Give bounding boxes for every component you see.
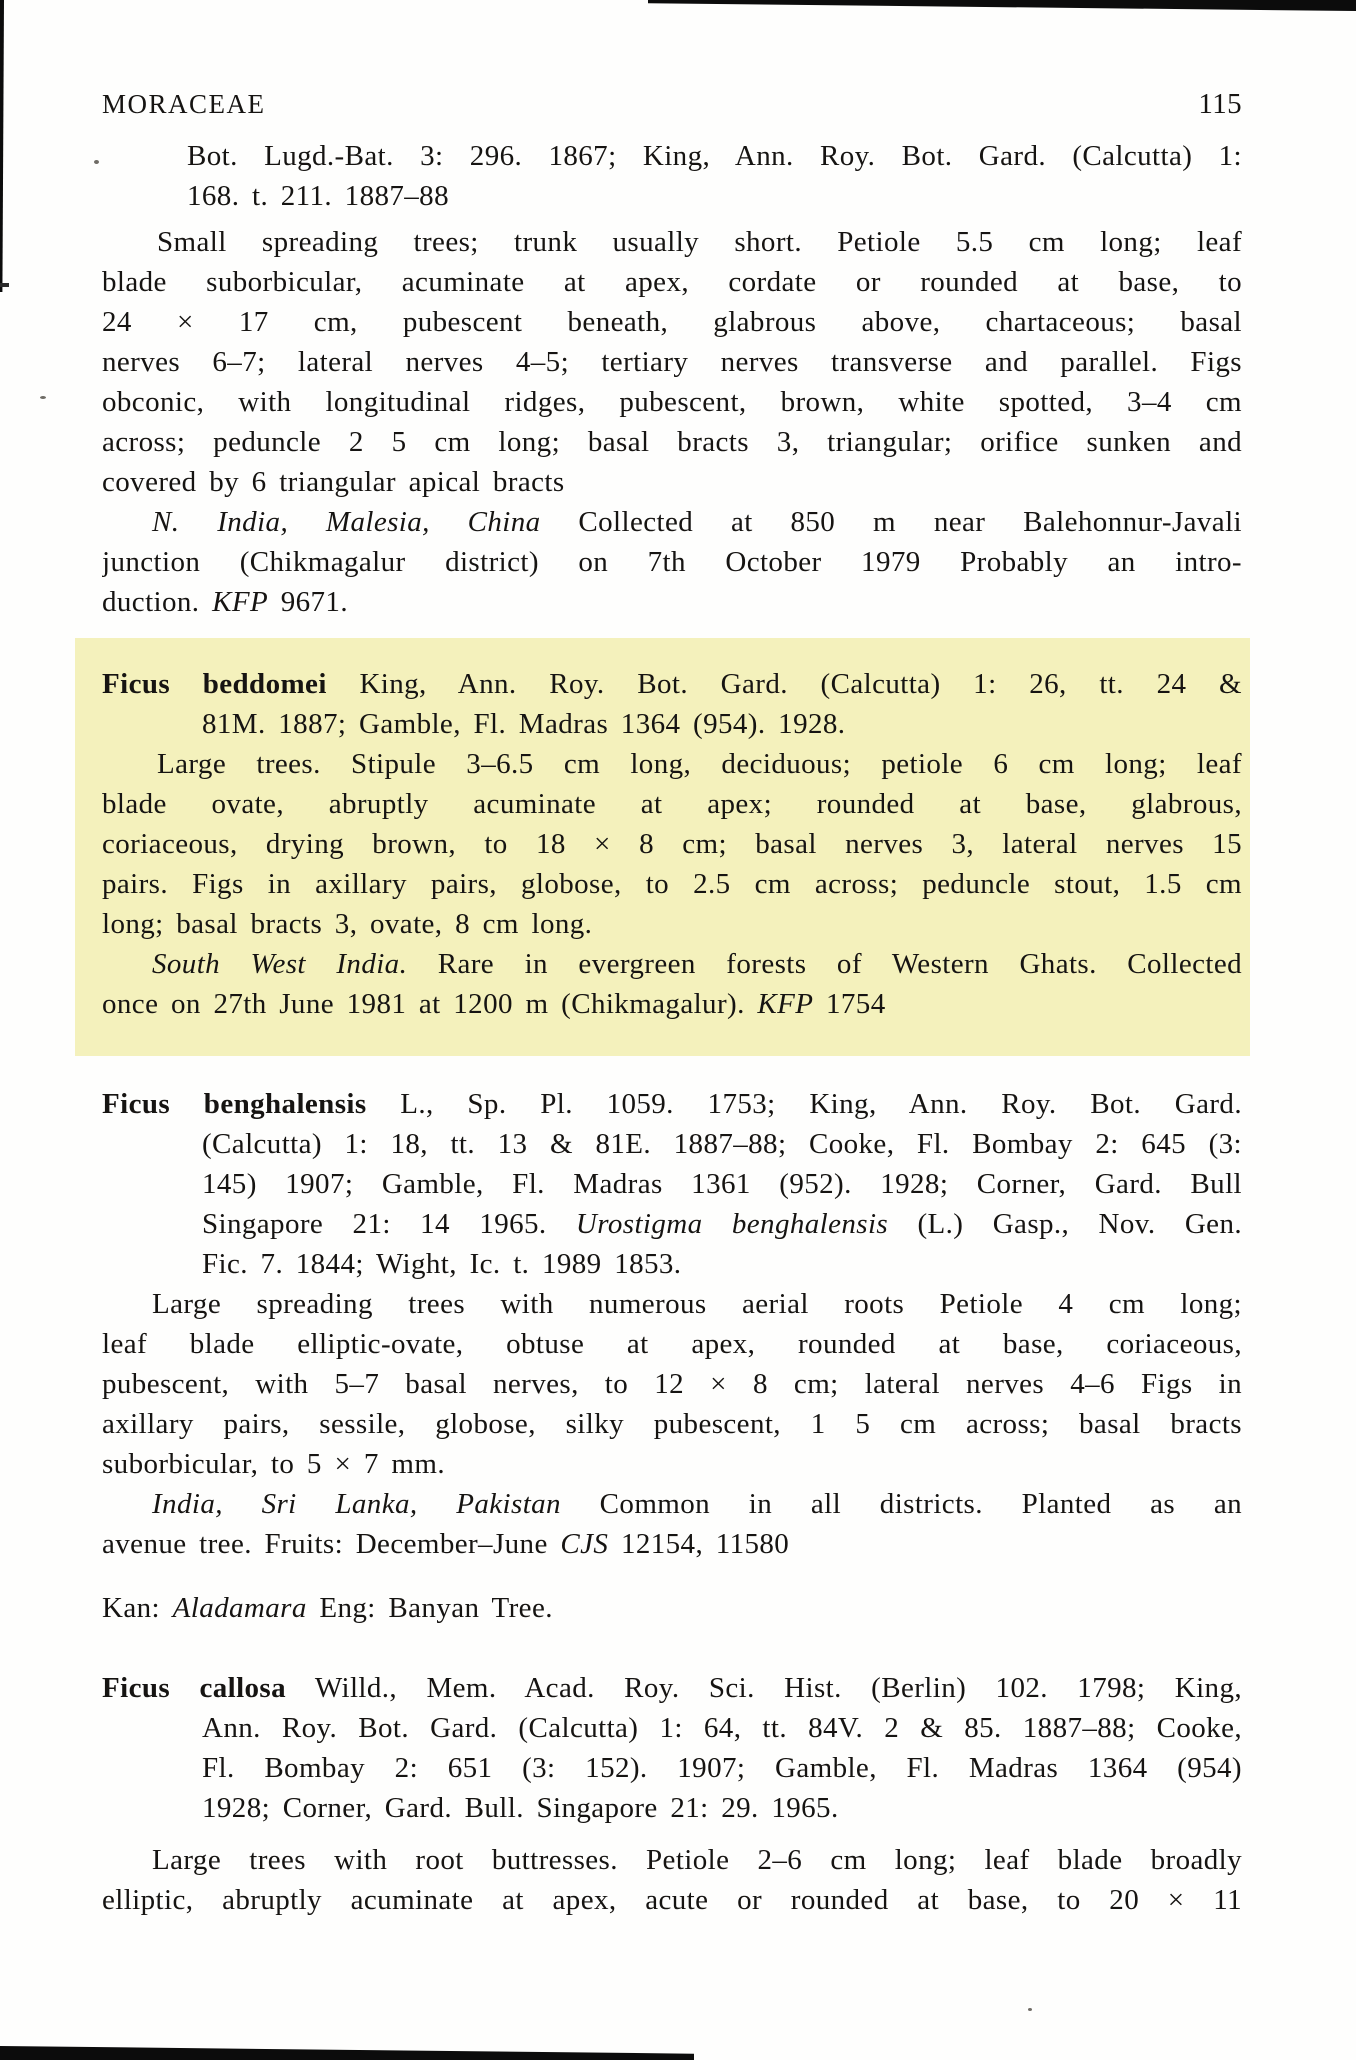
body-text: long; basal bracts 3, ovate, 8 cm long. [102, 908, 593, 940]
ficus-callosa-citation-line [102, 1668, 1242, 1708]
scan-speck [1028, 2008, 1032, 2011]
scan-artifact-left-tick [0, 283, 9, 287]
body-text: Small spreading trees; trunk usually short. Petiole 5.5 cm long; leaf [157, 226, 1242, 258]
ficus-benghalensis-distribution-line [102, 1484, 1242, 1524]
body-text: (L.) Gasp., Nov. Gen. [888, 1208, 1242, 1240]
ficus-beddomei-citation-line [102, 704, 1242, 744]
distribution-paragraph-line [102, 542, 1242, 582]
ficus-benghalensis-citation [102, 1084, 1242, 1284]
body-text: junction (Chikmagalur district) on 7th October 1979 Probably an intro- [102, 546, 1242, 578]
description-paragraph-line [102, 462, 1242, 502]
body-text: Eng: Banyan Tree. [306, 1592, 553, 1624]
body-text: nerves 6–7; lateral nerves 4–5; tertiary nerves transverse and parallel. Figs [102, 346, 1242, 378]
italic-text: N. India, Malesia, China [152, 506, 541, 538]
page-number: 115 [1198, 88, 1242, 120]
species-name: Ficus beddomei [102, 668, 327, 700]
ficus-benghalensis-distribution-line [102, 1524, 1242, 1564]
description-paragraph-line [102, 342, 1242, 382]
body-text: Fic. 7. 1844; Wight, Ic. t. 1989 1853. [202, 1248, 682, 1280]
family-name-header: MORACEAE [102, 89, 266, 119]
ficus-beddomei-description-line [102, 864, 1242, 904]
body-text: Kan: [102, 1592, 173, 1624]
vernacular-names [102, 1588, 1242, 1628]
body-text: L., Sp. Pl. 1059. 1753; King, Ann. Roy. Bot. Gard. [366, 1088, 1242, 1120]
body-text: Fl. Bombay 2: 651 (3: 152). 1907; Gamble, Fl. Madras 1364 (954) [202, 1752, 1242, 1784]
body-text: axillary pairs, sessile, globose, silky pubescent, 1 5 cm across; basal bracts [102, 1408, 1242, 1440]
ficus-benghalensis-description-line [102, 1444, 1242, 1484]
distribution-paragraph-line [102, 582, 1242, 622]
body-text: King, Ann. Roy. Bot. Gard. (Calcutta) 1: 26, tt. 24 & [326, 668, 1242, 700]
description-paragraph [102, 222, 1242, 502]
text-column [102, 84, 1242, 1920]
ficus-beddomei-citation [102, 664, 1242, 744]
scan-artifact-top-edge [648, 0, 1356, 11]
ficus-beddomei-description [102, 744, 1242, 944]
ficus-callosa-description-line [102, 1840, 1242, 1880]
body-text: (Calcutta) 1: 18, tt. 13 & 81E. 1887–88; Cooke, Fl. Bombay 2: 645 (3: [202, 1128, 1242, 1160]
body-text: once on 27th June 1981 at 1200 m (Chikmagalur). [102, 988, 758, 1020]
running-head [102, 84, 1242, 124]
body-text: Ann. Roy. Bot. Gard. (Calcutta) 1: 64, tt. 84V. 2 & 85. 1887–88; Cooke, [202, 1712, 1242, 1744]
body-text: Bot. Lugd.-Bat. 3: 296. 1867; King, Ann. Roy. Bot. Gard. (Calcutta) 1: [187, 140, 1242, 172]
ficus-beddomei-description-line [102, 744, 1242, 784]
ficus-benghalensis-description-line [102, 1404, 1242, 1444]
body-text: Collected at 850 m near Balehonnur-Javali [540, 506, 1242, 538]
body-text: Rare in evergreen forests of Western Ghats. Collected [407, 948, 1242, 980]
body-text: Large trees. Stipule 3–6.5 cm long, deciduous; petiole 6 cm long; leaf [157, 748, 1242, 780]
species-name: Ficus benghalensis [102, 1088, 367, 1120]
ficus-benghalensis-description-line [102, 1284, 1242, 1324]
description-paragraph-line [102, 302, 1242, 342]
italic-text: South West India. [152, 948, 408, 980]
ficus-benghalensis-citation-line [102, 1204, 1242, 1244]
body-text: Large trees with root buttresses. Petiole 2–6 cm long; leaf blade broadly [152, 1844, 1242, 1876]
body-text: across; peduncle 2 5 cm long; basal bracts 3, triangular; orifice sunken and [102, 426, 1242, 458]
ficus-beddomei-description-line [102, 824, 1242, 864]
ficus-benghalensis-description-line [102, 1364, 1242, 1404]
description-paragraph-line [102, 382, 1242, 422]
italic-text: Urostigma benghalensis [575, 1208, 889, 1240]
italic-text: KFP [212, 586, 269, 618]
ficus-beddomei-description-line [102, 904, 1242, 944]
body-text: 9671. [268, 586, 348, 618]
body-text: 1928; Corner, Gard. Bull. Singapore 21: 29. 1965. [202, 1792, 839, 1824]
ficus-callosa-citation-line [102, 1708, 1242, 1748]
body-text: blade ovate, abruptly acuminate at apex; rounded at base, glabrous, [102, 788, 1242, 820]
body-text: pairs. Figs in axillary pairs, globose, to 2.5 cm across; peduncle stout, 1.5 cm [102, 868, 1242, 900]
body-text: Common in all districts. Planted as an [560, 1488, 1242, 1520]
body-text: 145) 1907; Gamble, Fl. Madras 1361 (952). 1928; Corner, Gard. Bull [202, 1168, 1242, 1200]
ficus-callosa-citation-line [102, 1788, 1242, 1828]
ficus-beddomei-distribution [102, 944, 1242, 1024]
distribution-paragraph [102, 502, 1242, 622]
ficus-callosa-description-line [102, 1880, 1242, 1920]
ficus-benghalensis-description-line [102, 1324, 1242, 1364]
species-name: Ficus callosa [102, 1672, 287, 1704]
ficus-beddomei-description-line [102, 784, 1242, 824]
highlighted-entry-ficus-beddomei [75, 638, 1250, 1056]
page-body-text [102, 136, 1242, 1920]
ficus-beddomei-citation-line [102, 664, 1242, 704]
body-text: 24 × 17 cm, pubescent beneath, glabrous above, chartaceous; basal [102, 306, 1242, 338]
ficus-benghalensis-citation-line [102, 1124, 1242, 1164]
ficus-benghalensis-citation-line [102, 1244, 1242, 1284]
body-text: avenue tree. Fruits: December–June [102, 1528, 561, 1560]
body-text: covered by 6 triangular apical bracts [102, 466, 565, 498]
body-text: coriaceous, drying brown, to 18 × 8 cm; basal nerves 3, lateral nerves 15 [102, 828, 1242, 860]
italic-text: KFP [757, 988, 814, 1020]
body-text: Singapore 21: 14 1965. [202, 1208, 576, 1240]
body-text: elliptic, abruptly acuminate at apex, acute or rounded at base, to 20 × 11 [102, 1884, 1242, 1916]
ficus-beddomei-distribution-line [102, 984, 1242, 1024]
ficus-benghalensis-description [102, 1284, 1242, 1484]
body-text: Large spreading trees with numerous aerial roots Petiole 4 cm long; [152, 1288, 1242, 1320]
citation-continued-line [102, 176, 1242, 216]
body-text: obconic, with longitudinal ridges, pubescent, brown, white spotted, 3–4 cm [102, 386, 1242, 418]
scan-artifact-left-edge [0, 0, 4, 292]
italic-text: India, Sri Lanka, Pakistan [152, 1488, 561, 1520]
ficus-callosa-citation [102, 1668, 1242, 1828]
body-text: 81M. 1887; Gamble, Fl. Madras 1364 (954). 1928. [202, 708, 846, 740]
ficus-callosa-citation-line [102, 1748, 1242, 1788]
body-text: 1754 [813, 988, 886, 1020]
ficus-benghalensis-citation-line [102, 1084, 1242, 1124]
ficus-callosa-description [102, 1840, 1242, 1920]
vernacular-names-line [102, 1588, 1242, 1628]
ficus-benghalensis-distribution [102, 1484, 1242, 1564]
italic-text: Aladamara [172, 1592, 307, 1624]
description-paragraph-line [102, 262, 1242, 302]
distribution-paragraph-line [102, 502, 1242, 542]
ficus-beddomei-distribution-line [102, 944, 1242, 984]
body-text: suborbicular, to 5 × 7 mm. [102, 1448, 445, 1480]
body-text: 12154, 11580 [608, 1528, 790, 1560]
body-text: 168. t. 211. 1887–88 [187, 180, 449, 212]
citation-continued [102, 136, 1242, 216]
citation-continued-line [102, 136, 1242, 176]
description-paragraph-line [102, 222, 1242, 262]
scan-speck [40, 396, 46, 399]
body-text: leaf blade elliptic-ovate, obtuse at apex, rounded at base, coriaceous, [102, 1328, 1242, 1360]
ficus-benghalensis-citation-line [102, 1164, 1242, 1204]
scan-artifact-bottom-edge [0, 2046, 694, 2060]
scan-speck [94, 160, 99, 164]
body-text: pubescent, with 5–7 basal nerves, to 12 × 8 cm; lateral nerves 4–6 Figs in [102, 1368, 1242, 1400]
italic-text: CJS [560, 1528, 609, 1560]
body-text: duction. [102, 586, 213, 618]
description-paragraph-line [102, 422, 1242, 462]
body-text: Willd., Mem. Acad. Roy. Sci. Hist. (Berlin) 102. 1798; King, [286, 1672, 1242, 1704]
body-text: blade suborbicular, acuminate at apex, cordate or rounded at base, to [102, 266, 1242, 298]
